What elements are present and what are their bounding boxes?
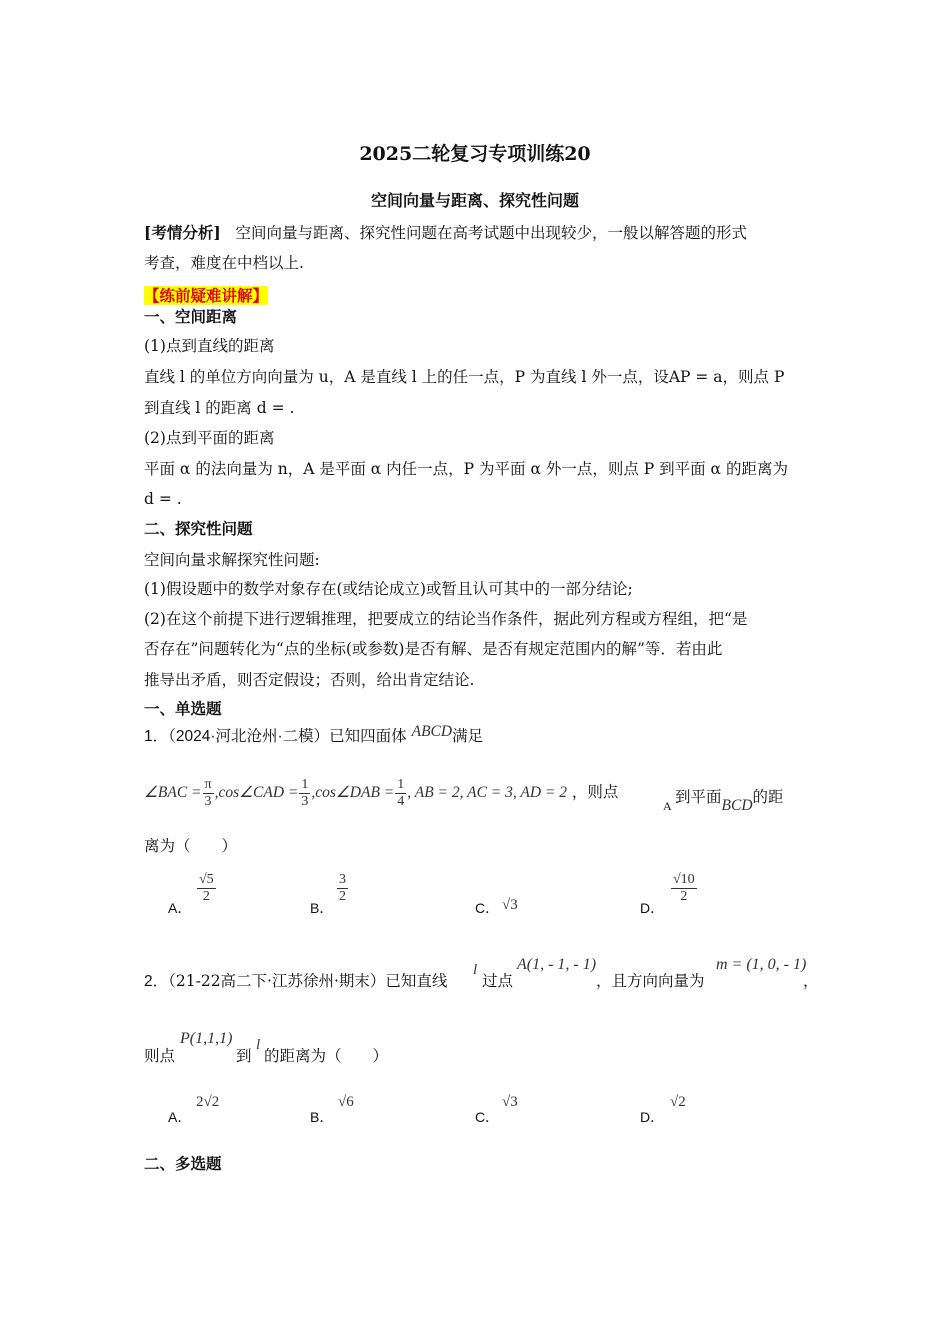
page-subtitle: 空间向量与距离、探究性问题 — [370, 191, 579, 210]
point-plane-text-2: d = . — [144, 490, 182, 508]
page-title: 2025二轮复习专项训练20 — [359, 143, 591, 165]
explore-step-2-line-2: 否存在”问题转化为“点的坐标(或参数)是否有解、是否有规定范围内的解”等．若由此 — [144, 640, 723, 658]
sub-heading-point-line: (1)点到直线的距离 — [144, 337, 275, 355]
explore-step-2-line-3: 推导出矛盾，则否定假设；否则，给出肯定结论. — [144, 671, 475, 689]
q2-option-a[interactable]: A． — [168, 1109, 192, 1125]
distance-text: 的距离为（ ） — [264, 1047, 389, 1065]
point-a-label: A — [663, 799, 672, 813]
question-1-tail-a: 到平面BCD的距 — [675, 788, 784, 814]
point-line-text-1: 直线 l 的单位方向向量为 u，A 是直线 l 上的任一点，P 为直线 l 外一点，设AP = a，则点 P — [144, 368, 785, 386]
line-l-symbol: l — [473, 962, 478, 978]
section-heading-distance: 一、空间距离 — [144, 309, 238, 326]
analysis-line-1: [考情分析] 空间向量与距离、探究性问题在高考试题中出现较少，一般以解答题的形式 — [144, 223, 747, 242]
q2-option-d-value: √2 — [670, 1094, 686, 1110]
q2-option-b-value: √6 — [338, 1094, 354, 1110]
pass-through-text: 过点 — [482, 972, 514, 990]
point-p-coords: P(1,1,1) — [180, 1030, 233, 1047]
q2-option-d[interactable]: D． — [640, 1109, 665, 1125]
direction-vector: m = (1, 0, - 1) — [716, 956, 807, 973]
explore-intro: 空间向量求解探究性问题: — [144, 551, 320, 569]
q1-option-c[interactable]: C． — [475, 900, 500, 916]
analysis-line-2: 考查，难度在中档以上. — [144, 254, 304, 272]
question-1-stem: 1．（2024·河北沧州·二模）已知四面体 ABCD满足 — [144, 723, 484, 745]
analysis-label: [考情分析] — [144, 223, 221, 242]
q1-option-d[interactable]: D． — [640, 900, 665, 916]
section-heading-multi-choice: 二、多选题 — [144, 1156, 222, 1173]
q1-option-b-value: $\frac{3}{2}$ — [339, 872, 346, 904]
question-2-stem: 2．（21-22高二下·江苏徐州·期末）已知直线 — [144, 972, 448, 990]
q2-option-c-value: √3 — [502, 1094, 518, 1110]
q1-option-a-value: $\frac{√5}{2}$ — [199, 872, 214, 904]
q2-option-a-value: 2√2 — [196, 1094, 220, 1110]
tag-label: 【练前疑难讲解】 — [144, 286, 269, 305]
comma: ， — [803, 972, 819, 990]
q1-option-a[interactable]: A． — [168, 900, 192, 916]
section-heading-single-choice: 一、单选题 — [144, 701, 222, 718]
section-heading-explore: 二、探究性问题 — [144, 521, 253, 538]
q1-option-c-value: √3 — [502, 897, 518, 913]
q2-option-b[interactable]: B． — [310, 1109, 334, 1125]
q1-option-b[interactable]: B． — [310, 900, 334, 916]
sub-heading-point-plane: (2)点到平面的距离 — [144, 429, 275, 447]
question-2-then: 则点 — [144, 1047, 176, 1065]
q1-option-d-value: $\frac{√10}{2}$ — [673, 872, 695, 904]
question-1-tail-b: 离为（ ） — [144, 837, 238, 855]
explore-step-1: (1)假设题中的数学对象存在(或结论成立)或暂且认可其中的一部分结论; — [144, 580, 633, 598]
line-l-symbol-2: l — [256, 1037, 261, 1053]
direction-text: ，且方向向量为 — [596, 972, 705, 990]
to-text: 到 — [236, 1047, 252, 1065]
point-line-text-2: 到直线 l 的距离 d = . — [144, 399, 295, 417]
point-plane-text-1: 平面 α 的法向量为 n，A 是平面 α 内任一点，P 为平面 α 外一点，则点 P 到平面 α 的距离为 — [144, 460, 788, 478]
explore-step-2-line-1: (2)在这个前提下进行逻辑推理，把要成立的结论当作条件，据此列方程或方程组，把“是 — [144, 610, 748, 628]
point-a-coords: A(1, - 1, - 1) — [517, 956, 597, 973]
q2-option-c[interactable]: C． — [475, 1109, 500, 1125]
question-1-condition: ∠BAC = $\frac{\pi}{3}$ ,cos∠CAD = $\frac{1}{3}$ ,cos∠DAB = $\frac{1}{4}$ , AB = 2, AC = 3, AD = 2 ，则点 — [144, 776, 619, 809]
